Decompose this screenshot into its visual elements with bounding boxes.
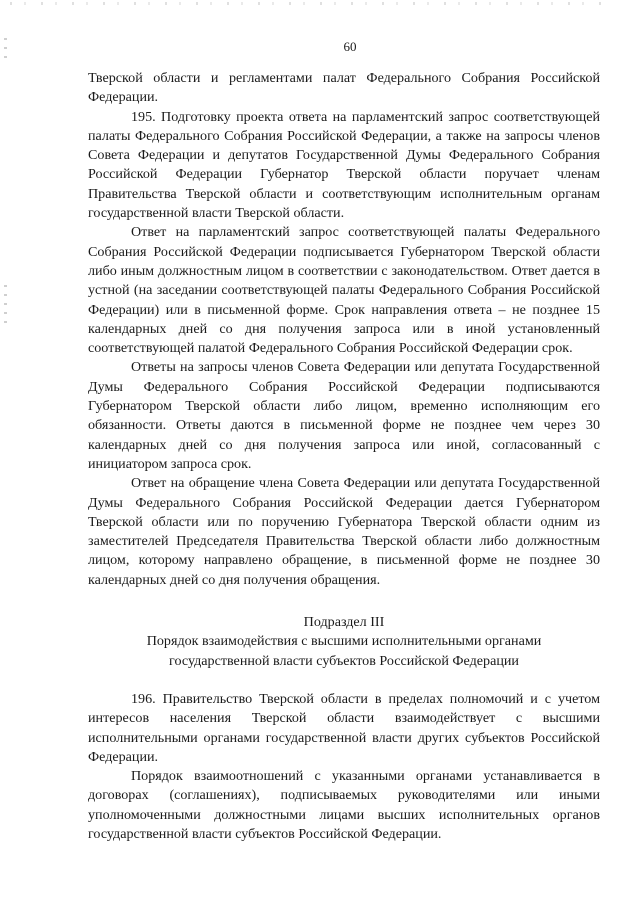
paragraph-continuation: Тверской области и регламентами палат Федерального Собрания Российской Федерации.: [88, 70, 600, 106]
paragraph-member-requests: Ответы на запросы членов Совета Федерации или депутата Государственной Думы Федерального Собрания Российской Федерации подписываются Губернатором Тверской области либо лицом, временно исполняющим его обязанности. Ответы даются в письменной форме не позднее чем через 30 календарных дней со дня получения запроса или иной, согласованный с инициатором запроса срок.: [88, 359, 600, 472]
paragraph-appeal-answer: Ответ на обращение члена Совета Федерации или депутата Государственной Думы Федерального Собрания Российской Федерации дается Губернатором Тверской области или по поручению Губернатора Тверской области одним из заместителей Председателя Правительства Тверской области либо должностным лицом, которому направлено обращение, в письменной форме не позднее 30 календарных дней со дня получения обращения.: [88, 475, 600, 588]
subsection-label: Подраздел III: [303, 614, 385, 631]
subsection-title-line2: государственной власти субъектов Российской Федерации: [169, 652, 519, 669]
paragraph-parliamentary-answer: Ответ на парламентский запрос соответствующей палаты Федерального Собрания Российской Федерации подписывается Губернатором Тверской области либо иным должностным лицом в соответствии с законодательством. Ответ дается в устной (на заседании соответствующей палаты Федерального Собрания Российской Федерации) или в письменной форме. Срок направления ответа – не позднее 15 календарных дней со дня получения запроса или в иной установленный соответствующей палатой Федерального Собрания Российской Федерации срок.: [88, 224, 600, 357]
paragraph-196: 196. Правительство Тверской области в пределах полномочий и с учетом интересов населения Тверской области взаимодействует с высшими исполнительными органами государственной власти других субъектов Российской Федерации.: [88, 690, 600, 765]
paragraph-agreements: Порядок взаимоотношений с указанными органами устанавливается в договорах (соглашениях), подписываемых руководителями или иными уполномоченными должностными лицами высших исполнительных органов государственной власти субъектов Российской Федерации.: [88, 768, 600, 842]
scan-artifact-top: [10, 2, 610, 5]
scan-artifact-margin: [4, 285, 7, 325]
paragraph-195: 195. Подготовку проекта ответа на парламентский запрос соответствующей палаты Федерального Собрания Российской Федерации, а также на запросы членов Совета Федерации и депутатов Государственной Думы Федерального Собрания Российской Федерации Губернатор Тверской области поручает членам Правительства Тверской области и соответствующим исполнительным органам государственной власти Тверской области.: [88, 108, 600, 222]
page-number: 60: [343, 39, 357, 54]
subsection-title-line1: Порядок взаимодействия с высшими исполнительными органами: [146, 633, 542, 650]
document-body: [88, 69, 600, 844]
